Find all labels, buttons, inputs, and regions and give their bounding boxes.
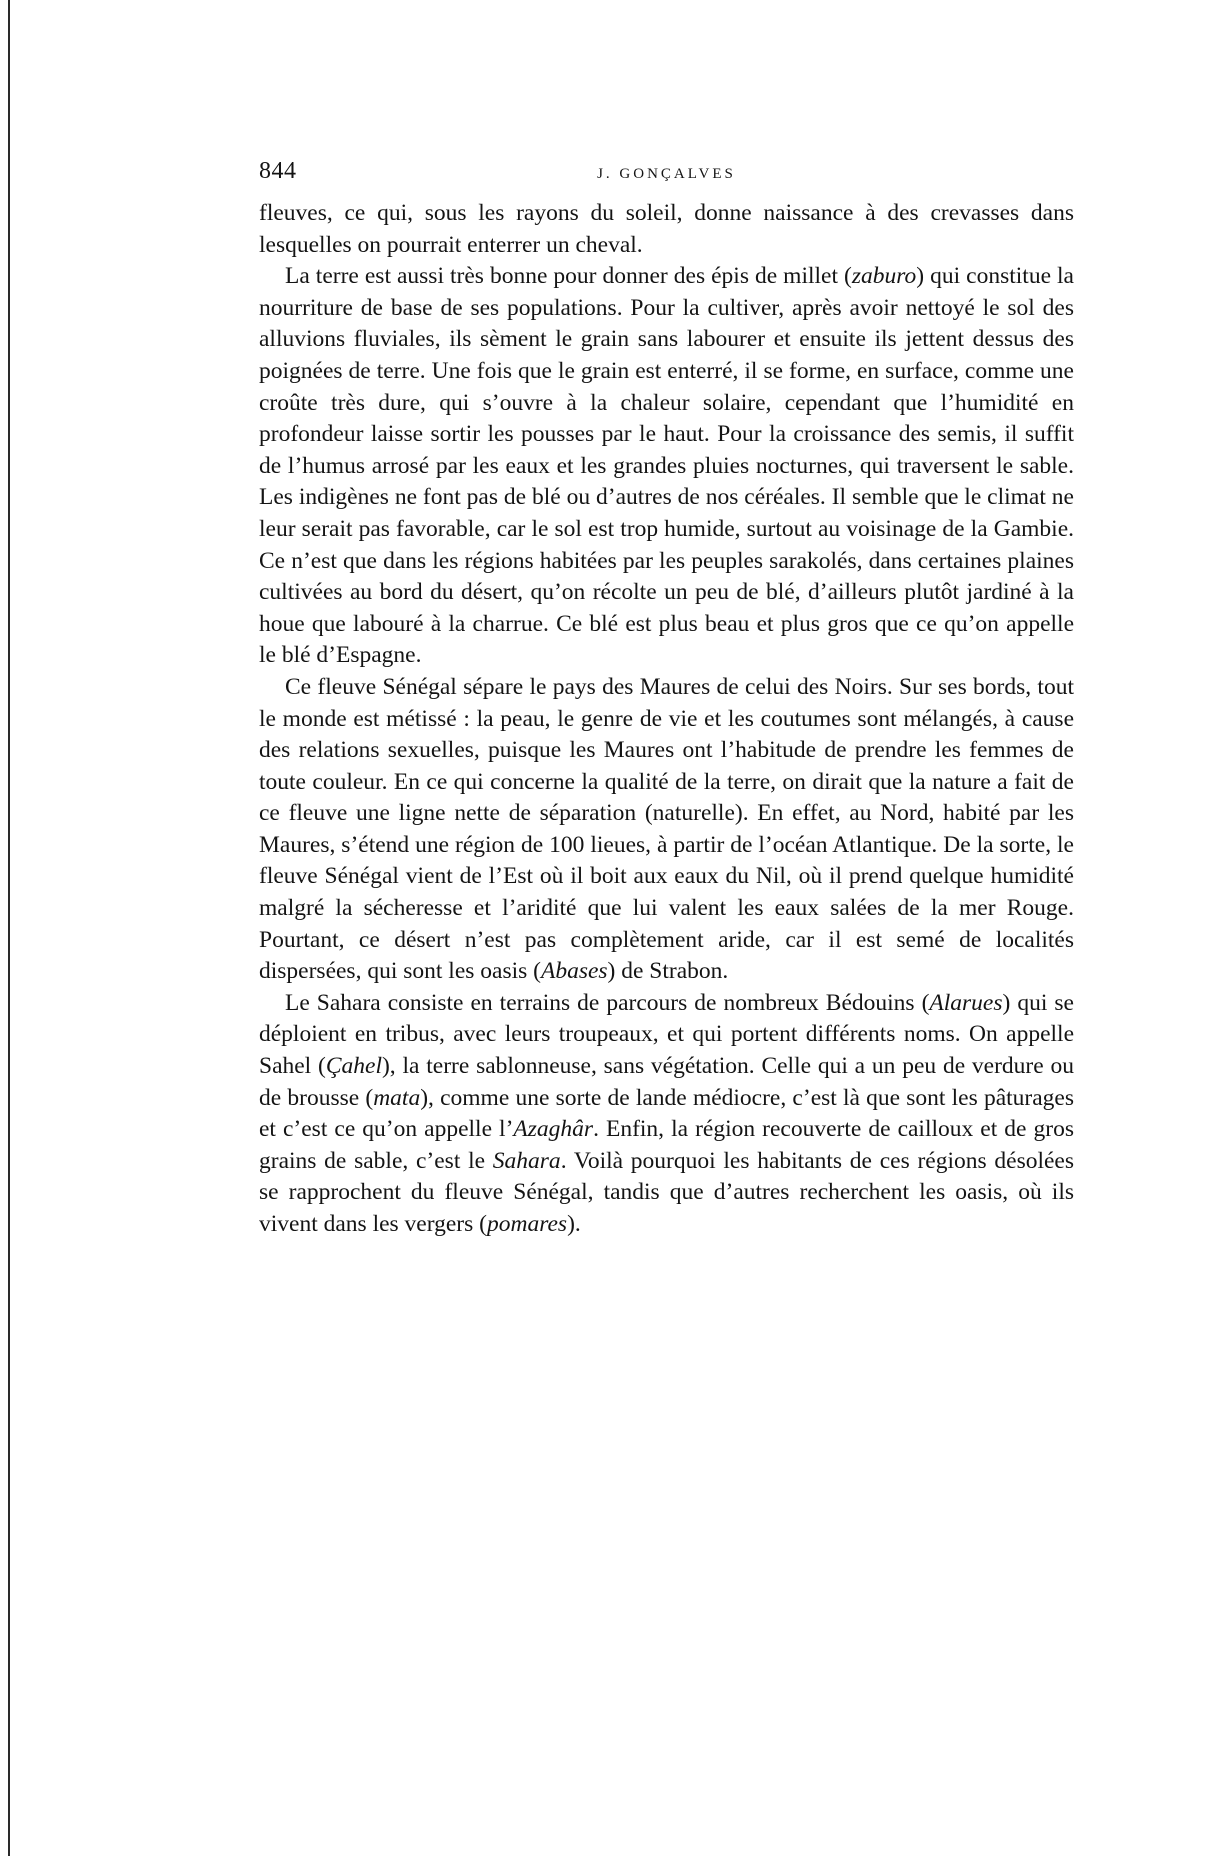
paragraph bbox=[259, 198, 1074, 261]
text-run: ). bbox=[567, 1211, 581, 1237]
text-run: . Enfin, la région recouverte de cailloux et de gros grains de sable, c’est le bbox=[259, 1116, 1074, 1174]
text-run: La terre est aussi très bonne pour donner des épis de millet ( bbox=[285, 263, 852, 290]
text-run: ) qui constitue la nourriture de base de ses populations. Pour la cultiver, après avoir nettoyé le sol des alluvions fluviales, ils sèment le grain sans labourer et ensuite ils jettent dessus des poignées de terre. Une fois que le grain est enterré, il se forme, en surface, comme une croûte très dure, qui s’ouvre à la chaleur solaire, cependant que l’humidité en profondeur laisse sortir les pousses par le haut. Pour la croissance des semis, il suffit de l’humus arrosé par les eaux et les grandes pluies nocturnes, qui traversent le sable. Les indigènes ne font pas de blé ou d’autres de nos céréales. Il semble que le climat ne leur serait pas favorable, car le sol est trop humide, surtout au voisinage de la Gambie. Ce n’est que dans les régions habitées par les peuples sarakolés, dans certaines plaines cultivées au bord du désert, qu’on récolte un peu de blé, d’ailleurs plutôt jardiné à la houe que labouré à la charrue. Ce blé est plus beau et plus gros que ce qu’on appelle le blé d’Espagne. bbox=[259, 263, 1074, 669]
italic-term: Abases bbox=[540, 958, 608, 985]
paragraph bbox=[259, 988, 1074, 1241]
paragraph bbox=[259, 672, 1074, 988]
paragraph bbox=[259, 261, 1074, 672]
italic-term: Sahara bbox=[492, 1147, 561, 1174]
text-run: fleuves, ce qui, sous les rayons du soleil, donne naissance à des crevasses dans lesquelles on pourrait enterrer un cheval. bbox=[259, 200, 1074, 258]
italic-term: zaburo bbox=[851, 263, 917, 290]
italic-term: Alarues bbox=[929, 989, 1003, 1016]
running-title: J. GONÇALVES bbox=[597, 166, 736, 182]
text-run: ) qui se déploient en tribus, avec leurs troupeaux, et qui portent différents noms. On appelle Sahel ( bbox=[259, 989, 1074, 1080]
text-run: Ce fleuve Sénégal sépare le pays des Maures de celui des Noirs. Sur ses bords, tout le monde est métissé : la peau, le genre de vie et les coutumes sont mélangés, à cause des relations sexuelles, puisque les Maures ont l’habitude de prendre les femmes de toute couleur. En ce qui concerne la qualité de la terre, on dirait que la nature a fait de ce fleuve une ligne nette de séparation (naturelle). En effet, au Nord, habité par les Maures, s’étend une région de 100 lieues, à partir de l’océan Atlantique. De la sorte, le fleuve Sénégal vient de l’Est où il boit aux eaux du Nil, où il prend quelque humidité malgré la sécheresse et l’aridité que lui valent les eaux salées de la mer Rouge. Pourtant, ce désert n’est pas complètement aride, car il est semé de localités dispersées, qui sont les oasis ( bbox=[259, 673, 1074, 985]
text-run: . Voilà pourquoi les habitants de ces régions désolées se rapprochent du fleuve Sénégal, tandis que d’autres recherchent les oasis, où ils vivent dans les vergers ( bbox=[259, 1147, 1074, 1237]
page-edge-rule bbox=[8, 0, 10, 1856]
page-number: 844 bbox=[259, 158, 297, 184]
running-head bbox=[259, 158, 1074, 198]
italic-term: mata bbox=[373, 1084, 421, 1111]
italic-term: pomares bbox=[486, 1211, 568, 1237]
italic-term: Azaghâr bbox=[513, 1116, 594, 1143]
text-run: ), la terre sablonneuse, sans végétation. Celle qui a un peu de verdure ou de brousse ( bbox=[259, 1053, 1074, 1111]
text-run: ) de Strabon. bbox=[607, 958, 729, 985]
book-page bbox=[259, 158, 1074, 1241]
italic-term: Çahel bbox=[325, 1053, 382, 1080]
body-text bbox=[259, 198, 1074, 1241]
text-run: ), comme une sorte de lande médiocre, c’est là que sont les pâturages et c’est ce qu’on appelle l’ bbox=[259, 1084, 1074, 1143]
text-run: Le Sahara consiste en terrains de parcours de nombreux Bédouins ( bbox=[285, 989, 930, 1016]
